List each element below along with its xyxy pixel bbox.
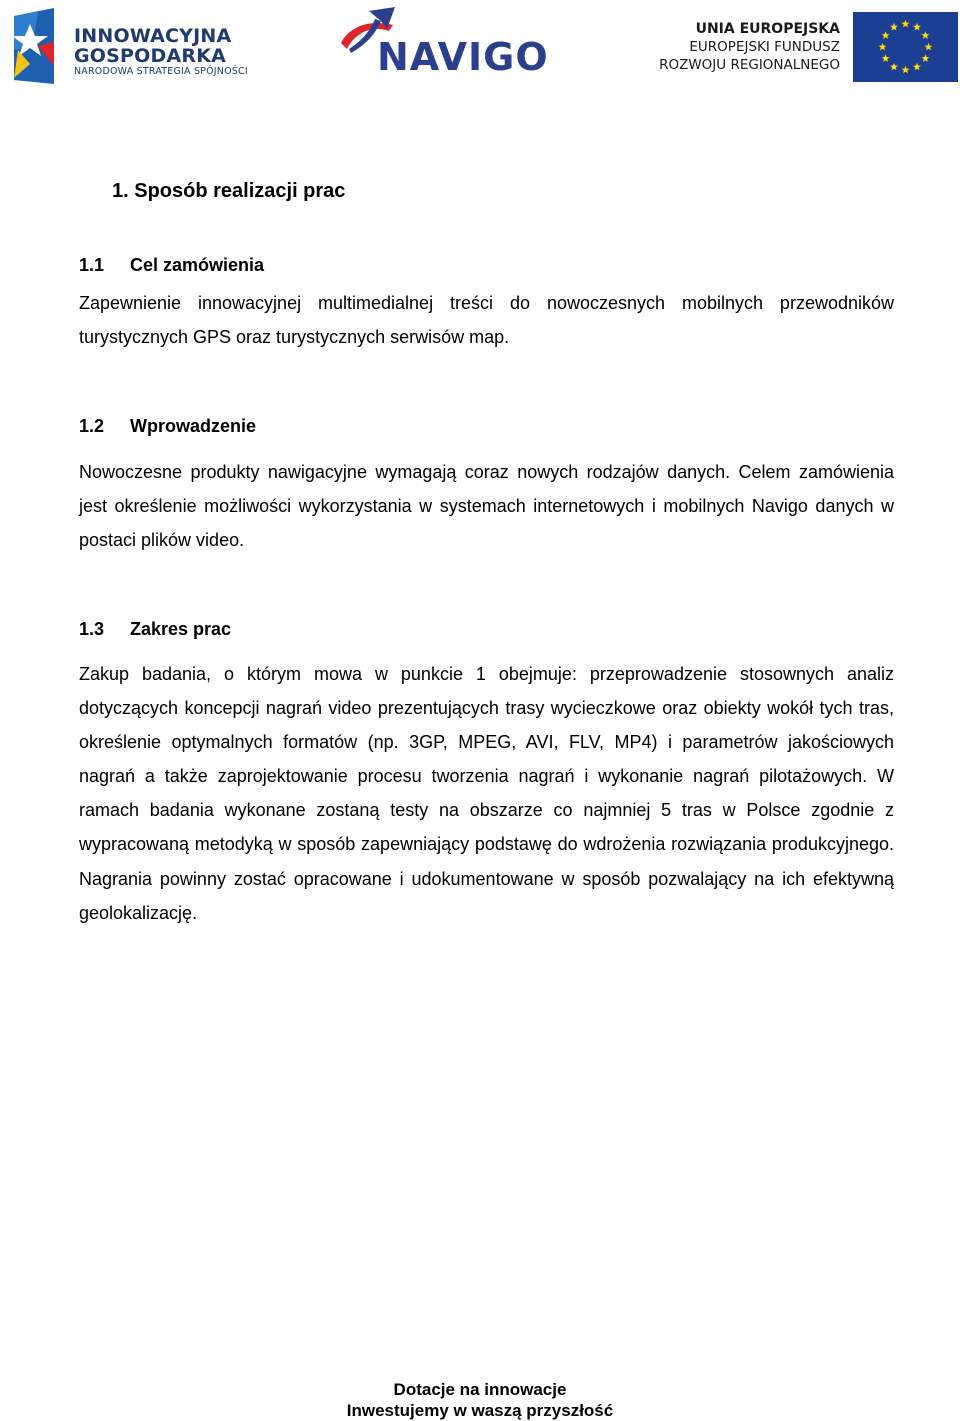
section-paragraph: Zakup badania, o którym mowa w punkcie 1 obejmuje: przeprowadzenie stosownych analiz dotyczących koncepcji nagrań video prezentujących trasy wycieczkowe oraz obiekty wokół tych tras, określenie optymalnych formatów (np. 3GP, MPEG, AVI, FLV, MP4) i parametrów jakościowych nagrań a także zaprojektowanie procesu tworzenia nagrań i wykonanie nagrań pilotażowych. W ramach badania wykonane zostaną testy na obszarze co najmniej 5 tras w Polsce zgodnie z wypracowaną metodyką w sposób zapewniający podstawę do wdrożenia rozwiązania produkcyjnego. Nagrania powinny zostać opracowane i udokumentowane w sposób pozwalający na ich efektywną geolokalizację.: [79, 664, 894, 923]
section-heading-text: Zakres prac: [130, 619, 232, 639]
document-title: 1. Sposób realizacji prac: [112, 180, 346, 202]
navigo-wordmark: NAVIGO: [377, 35, 549, 79]
logo-line: ROZWOJU REGIONALNEGO: [659, 57, 840, 73]
section-paragraph: Nowoczesne produkty nawigacyjne wymagają coraz nowych rodzajów danych. Celem zamówienia jest określenie możliwości wykorzystania w systemach internetowych i mobilnych Navigo danych w postaci plików video.: [79, 462, 894, 551]
innowacyjna-gospodarka-text: [74, 26, 248, 78]
section-heading: [79, 619, 231, 640]
section-number: 1.2: [79, 416, 105, 436]
section-heading: [79, 255, 264, 276]
unia-europejska-logo: [640, 12, 960, 84]
section-heading: [79, 416, 256, 437]
logo-line: INNOWACYJNA: [74, 25, 232, 47]
eu-flag-icon: [853, 12, 958, 82]
logo-line: GOSPODARKA: [74, 45, 227, 67]
logo-line: EUROPEJSKI FUNDUSZ: [689, 39, 840, 55]
logo-line: UNIA EUROPEJSKA: [695, 21, 840, 37]
logo-line: NARODOWA STRATEGIA SPÓJNOŚCI: [74, 66, 248, 77]
footer-line: Inwestujemy w waszą przyszłość: [346, 1401, 614, 1420]
footer-line: Dotacje na innowacje: [393, 1380, 567, 1399]
section-number: 1.1: [79, 255, 105, 275]
section-heading-text: Cel zamówienia: [130, 255, 265, 275]
unia-europejska-text: [659, 20, 840, 74]
section-number: 1.3: [79, 619, 105, 639]
section-paragraph: Zapewnienie innowacyjnej multimedialnej treści do nowoczesnych mobilnych przewodników turystycznych GPS oraz turystycznych serwisów map.: [79, 293, 894, 348]
section-heading-text: Wprowadzenie: [130, 416, 257, 436]
navigo-logo: [335, 5, 560, 77]
page-header: [0, 0, 960, 95]
page-footer: [0, 1379, 960, 1421]
innowacyjna-gospodarka-logo: [8, 6, 248, 88]
innowacyjna-gospodarka-emblem-icon: [8, 6, 68, 88]
